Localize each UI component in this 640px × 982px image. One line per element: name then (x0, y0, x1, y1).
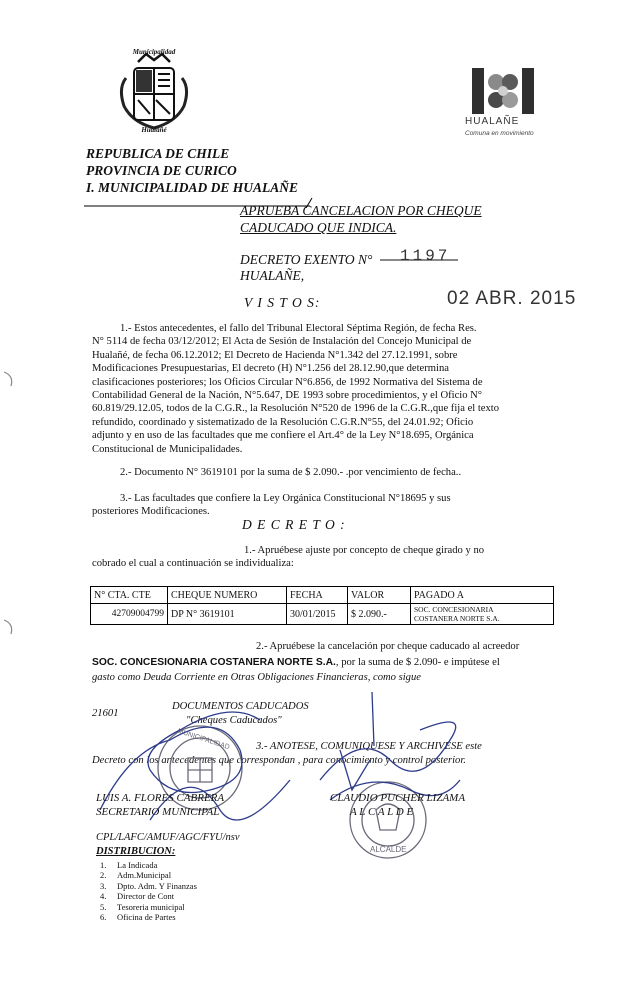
r1-line: 1.- Apruébese ajuste por concepto de cheque girado y no (244, 545, 485, 556)
p1-line: Contabilidad General de la Nación, N°5.647, DE 1993 sobre procedimientos, y el Oficio N° (92, 390, 483, 402)
table-header: CHEQUE NUMERO (168, 587, 287, 604)
list-item: 6. Oficina de Partes (100, 912, 176, 923)
left-signatory-title: SECRETARIO MUNICIPAL (96, 806, 220, 818)
resolution-1 (92, 544, 562, 571)
p1-line: 60.819/29.12.05, todos de la C.G.R., la Resolución N°520 de 1996 de la C.G.R.,que fija el texto (92, 403, 500, 415)
table-cell-value: $ 2.090.- (348, 604, 411, 625)
list-item: 2. Adm.Municipal (100, 870, 172, 881)
date-stamp: 02 ABR. 2015 (447, 288, 577, 309)
cheque-table (90, 586, 554, 625)
header-country: REPUBLICA DE CHILE (86, 146, 230, 161)
paragraph-3 (92, 492, 552, 519)
list-item: 3. Dpto. Adm. Y Finanzas (100, 880, 197, 891)
table-header: FECHA (287, 587, 348, 604)
p3-line: 3.- Las facultades que confiere la Ley Orgánica Constitucional N°18695 y sus (120, 493, 451, 504)
p1-line: Constitucional de Municipalidades. (92, 443, 243, 455)
crest-top-text: Municipalidad (132, 48, 176, 56)
margin-marks (0, 0, 20, 982)
right-signatory-name: CLAUDIO PUCHER LIZAMA (330, 792, 466, 804)
brand-name: HUALAÑE (465, 116, 520, 127)
p1-line: Modificaciones Presupuestarias, El decreto (H) N°1.256 del 28.12.90,que determina (92, 363, 449, 375)
crest-bottom-text: Hualañé (141, 126, 167, 134)
resolution-2-intro: 2.- Apruébese la cancelación por cheque caducado al acreedor (256, 641, 520, 652)
account-subname: "Cheques Caducados" (186, 715, 282, 726)
r1-line: cobrado el cual a continuación se individualiza: (92, 558, 294, 570)
decree-number: 1197 (400, 247, 451, 265)
paragraph-1 (92, 322, 552, 456)
left-signatory-name: LUIS A. FLORES CABRERA (96, 792, 225, 804)
signatures-drawing (90, 690, 550, 870)
p1-line: clasificaciones posteriores; los Oficios Circular N°6.856, de 1992 Normativa del Sistema de (92, 376, 483, 388)
header-municipality: I. MUNICIPALIDAD DE HUALAÑE (86, 180, 299, 195)
decreto-label: D E C R E T O : (242, 517, 346, 532)
p1-line: adjunto y en uso de las facultades que me confiere el Art.4° de la Ley N°18.695, Orgánica (92, 430, 474, 442)
decree-label: DECRETO EXENTO N° (240, 252, 373, 267)
payee-line: COSTANERA NORTE S.A. (414, 614, 500, 623)
p1-line: 1.- Estos antecedentes, el fallo del Tribunal Electoral Séptima Región, de fecha Res. (120, 323, 477, 334)
distribution-label: DISTRIBUCION: (96, 846, 176, 857)
account-code: 21601 (92, 708, 119, 719)
payee-line: SOC. CONCESIONARIA (414, 605, 494, 614)
municipal-crest (118, 48, 190, 136)
p3-line: posteriores Modificaciones. (92, 506, 210, 518)
r2-amount-text: , por la suma de $ 2.090- e impútese el (335, 657, 500, 668)
table-row (91, 604, 554, 625)
p1-line: N° 5114 de fecha 03/12/2012; El Acta de Sesión de Instalación del Concejo Municipal de (92, 336, 472, 348)
brand-tagline: Comuna en movimiento (465, 130, 534, 137)
resolution-3-line-1: 3.- ANOTESE, COMUNIQUESE Y ARCHIVESE este (256, 741, 482, 752)
table-cell-date: 30/01/2015 (287, 604, 348, 625)
table-header: VALOR (348, 587, 411, 604)
table-header: N° CTA. CTE (91, 587, 168, 604)
header-province: PROVINCIA DE CURICO (86, 163, 237, 178)
resolution-2-body (92, 656, 562, 669)
right-signatory-title: A L C A L D E (350, 806, 414, 818)
table-cell-payee (411, 604, 554, 625)
list-item: 5. Tesoreria municipal (100, 901, 185, 912)
p1-line: refundido, coordinado y sistematizado de la Resolución C.G.R.N°55, del 24.01.92; Oficio (92, 416, 474, 428)
list-item: 1. La Indicada (100, 860, 158, 870)
resolution-2-line-2: gasto como Deuda Corriente en Otras Obligaciones Financieras, como sigue (92, 672, 421, 683)
distribution-list (100, 860, 197, 922)
decree-place: HUALAÑE, (240, 268, 305, 283)
p1-line: Hualañé, de fecha 06.12.2012; El Decreto de Hacienda N°1.342 del 27.12.1991, sobre (92, 349, 458, 361)
subject-line-1: APRUEBA CANCELACION POR CHEQUE (240, 203, 482, 218)
list-item: 4. Director de Cont (100, 891, 175, 902)
creditor-name: SOC. CONCESIONARIA COSTANERA NORTE S.A. (92, 657, 336, 668)
subject-line-2: CADUCADO QUE INDICA. (240, 220, 397, 235)
crest-shield-icon (118, 48, 190, 136)
hualane-logo-icon (470, 68, 538, 114)
initials: CPL/LAFC/AMUF/AGC/FYU/nsv (96, 832, 240, 843)
right-stamp-text: ALCALDE (370, 845, 407, 854)
table-cell-account: 42709004799 (91, 604, 168, 625)
table-cell-cheque: DP N° 3619101 (168, 604, 287, 625)
left-stamp-text: MUNICIPALIDAD (176, 727, 231, 752)
resolution-3-line-2: Decreto con los antecedentes que correspondan , para conocimiento y control posterior. (92, 755, 466, 766)
vistos-label: V I S T O S: (244, 295, 321, 310)
account-name: DOCUMENTOS CADUCADOS (172, 701, 309, 712)
table-header-row (91, 587, 554, 604)
paragraph-2: 2.- Documento N° 3619101 por la suma de $ 2.090.- .por vencimiento de fecha.. (120, 467, 462, 478)
table-header: PAGADO A (411, 587, 554, 604)
